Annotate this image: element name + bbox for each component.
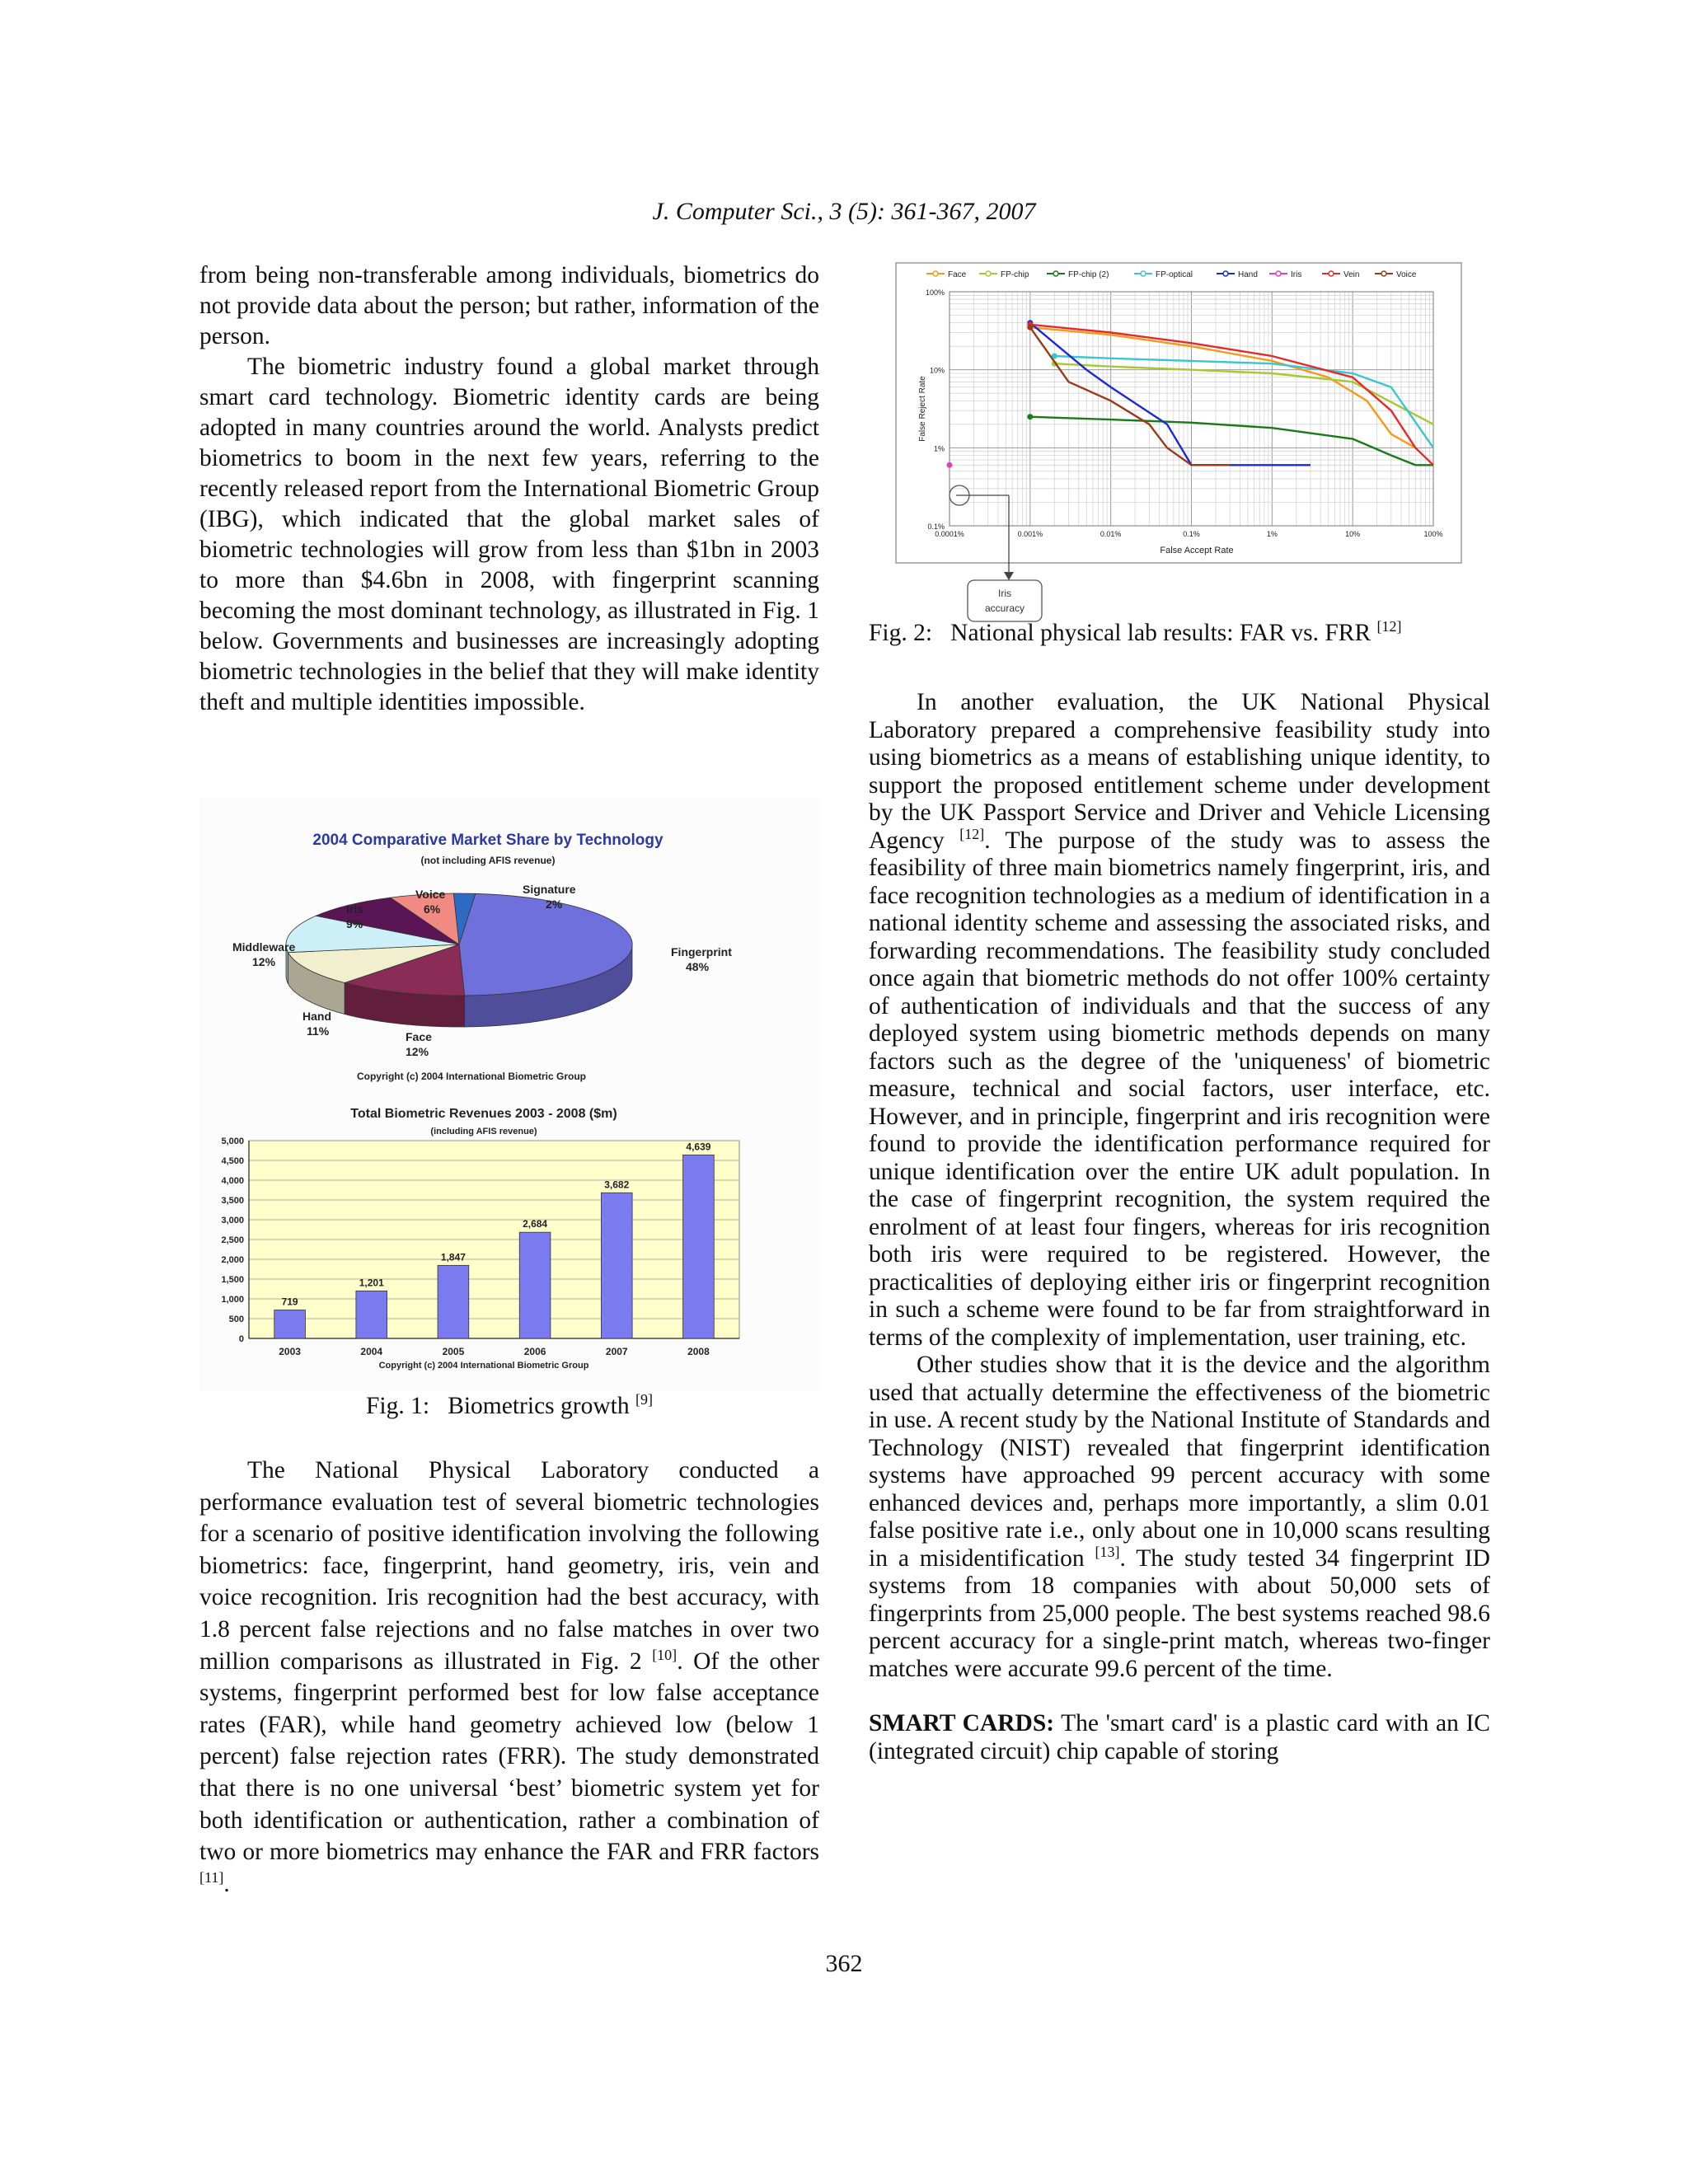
y-tick-label: 0 <box>238 1334 244 1344</box>
bar-subtitle: (including AFIS revenue) <box>430 1127 537 1137</box>
citation: [9] <box>635 1391 653 1408</box>
callout-box <box>968 580 1042 621</box>
paragraph <box>869 1710 1490 1765</box>
legend <box>926 270 1417 279</box>
label-face-pct: 12% <box>406 1045 429 1058</box>
bar-2003 <box>274 1310 306 1338</box>
legend-label: Voice <box>1396 270 1417 279</box>
bar-2006 <box>519 1232 551 1338</box>
x-tick-label: 1% <box>1266 530 1278 538</box>
bar-plot <box>221 1137 739 1357</box>
citation: [11] <box>199 1868 224 1886</box>
data-label: 3,682 <box>604 1179 630 1191</box>
text-run: The 'smart card' is a plastic card with an IC (integrated circuit) chip capable of storing <box>869 1710 1490 1765</box>
label-voice-pct: 6% <box>424 902 441 916</box>
bar-title: Total Biometric Revenues 2003 - 2008 ($m) <box>350 1107 617 1121</box>
x-tick-label: 0.01% <box>1100 530 1122 538</box>
x-tick-label: 2008 <box>687 1346 710 1357</box>
figure-1-caption <box>199 1393 819 1420</box>
y-tick-label: 4,500 <box>221 1156 244 1166</box>
label-fingerprint: Fingerprint <box>671 945 732 958</box>
label-voice: Voice <box>415 888 446 901</box>
text-run: . Of the other systems, fingerprint performed best for low false acceptance rates (FAR), while hand geometry achieved low (below 1 percent) false rejection rates (FRR). The study demonstrated that there is no one universal ‘best’ biometric system yet for both identification or authentication, rather a combination of two or more biometrics may enhance the FAR and FRR factors <box>199 1647 820 1866</box>
series-point <box>1027 414 1033 419</box>
label-hand: Hand <box>302 1010 331 1023</box>
text-run: . The study tested 34 fingerprint ID systems from 18 companies with about 50,000 sets of fingerprints from 25,000 people. The best systems reached 98.6 percent accuracy for a single-print match, whereas two-finger matches were accurate 99.6 percent of the time. <box>869 1544 1490 1682</box>
paragraph <box>869 1352 1490 1683</box>
bar-2008 <box>683 1155 715 1338</box>
x-tick-label: 2007 <box>605 1346 628 1357</box>
legend-label: FP-optical <box>1156 270 1193 279</box>
left-column-bottom <box>199 1455 819 1900</box>
x-tick-label: 10% <box>1345 530 1361 538</box>
label-middleware: Middleware <box>232 940 296 954</box>
y-tick-label: 3,000 <box>221 1216 244 1226</box>
paragraph: The biometric industry found a global market through smart card technology. Biometric identity cards are being adopted in many countries around the world. Analysts predict biometrics to boom in the next few years, referring to the recently released report from the International Biometric Group (IBG), which indicated that the global market sales of biometric technologies will grow from less than $1bn in 2003 to more than $4.6bn in 2008, with fingerprint scanning becoming the most dominant technology, as illustrated in Fig. 1 below. Governments and businesses are increasingly adopting biometric technologies in the belief that they will make identity theft and multiple identities impossible. <box>199 354 819 715</box>
citation: [13] <box>1095 1543 1120 1560</box>
legend-marker <box>1053 271 1058 276</box>
legend-marker <box>1381 271 1386 276</box>
left-column-top <box>199 260 819 718</box>
label-signature: Signature <box>523 883 576 896</box>
y-tick-label: 2,500 <box>221 1235 244 1245</box>
text-run: In another evaluation, the UK National Physical Laboratory prepared a comprehensive feasibility study into using biometrics as a means of establishing unique identity, to support the proposed entitlement scheme under development by the UK Passport Service and Driver and Vehicle Licensing Agency <box>869 689 1490 854</box>
y-tick-label: 3,500 <box>221 1196 244 1206</box>
section-heading: SMART CARDS: <box>869 1710 1055 1736</box>
data-label: 2,684 <box>523 1218 548 1230</box>
citation: [12] <box>1376 618 1402 635</box>
y-tick-label: 1% <box>933 444 945 453</box>
legend-marker <box>933 271 938 276</box>
legend-marker <box>1223 271 1228 276</box>
label-iris: Iris <box>346 902 364 916</box>
y-tick-label: 5,000 <box>221 1137 244 1146</box>
y-tick-label: 0.1% <box>927 523 945 531</box>
x-tick-label: 0.1% <box>1183 530 1200 538</box>
x-axis-label: False Accept Rate <box>1160 546 1234 555</box>
caption-text: Fig. 1: Biometrics growth <box>366 1393 635 1419</box>
data-label: 4,639 <box>686 1141 711 1153</box>
legend-label: FP-chip <box>1001 270 1029 279</box>
legend-marker <box>1276 271 1281 276</box>
bar-2007 <box>601 1193 632 1338</box>
x-tick-label: 0.001% <box>1017 530 1043 538</box>
series-point <box>1027 325 1033 330</box>
label-fingerprint-pct: 48% <box>686 960 710 973</box>
x-tick-label: 2006 <box>523 1346 546 1357</box>
callout-arrow <box>1004 572 1014 580</box>
running-header: J. Computer Sci., 3 (5): 361-367, 2007 <box>652 198 1036 225</box>
y-tick-label: 100% <box>925 288 945 297</box>
label-signature-pct: 2% <box>546 898 563 911</box>
text-run: The National Physical Laboratory conducted a performance evaluation test of several biometric technologies for a scenario of positive identification involving the following biometrics: face, fingerprint, hand geometry, iris, vein and voice recognition. Iris recognition had the best accuracy, with 1.8 percent false rejections and no false matches in over two million comparisons as illustrated in Fig. 2 <box>199 1457 819 1675</box>
citation: [12] <box>959 825 985 842</box>
legend-marker <box>1329 271 1334 276</box>
callout-text: Iris <box>998 588 1011 599</box>
text-run: . <box>223 1870 230 1897</box>
bar-2005 <box>438 1265 469 1338</box>
legend-label: Iris <box>1291 270 1302 279</box>
page-number: 362 <box>825 1950 863 1977</box>
text-run: Other studies show that it is the device and the algorithm used that actually determine the effectiveness of the biometric in use. A recent study by the National Institute of Standards and Technology (NIST) revealed that fingerprint identification systems have approached 99 percent accuracy with some enhanced devices and, perhaps more importantly, a slim 0.01 false positive rate i.e., only about one in 10,000 scans resulting in a misidentification <box>869 1352 1490 1572</box>
pie-subtitle: (not including AFIS revenue) <box>420 855 556 866</box>
y-tick-label: 4,000 <box>221 1176 244 1186</box>
data-label: 1,847 <box>440 1251 466 1263</box>
x-tick-label: 0.0001% <box>935 530 964 538</box>
legend-marker <box>1141 271 1146 276</box>
figure-2-caption <box>869 620 1495 647</box>
paragraph: from being non-transferable among individuals, biometrics do not provide data about the person; but rather, information of the person. <box>199 262 819 349</box>
far-frr-chart <box>893 260 1470 623</box>
bar-2004 <box>356 1291 387 1338</box>
y-tick-label: 1,500 <box>221 1275 244 1285</box>
x-tick-label: 2004 <box>360 1346 383 1357</box>
legend-label: FP-chip (2) <box>1068 270 1109 279</box>
label-hand-pct: 11% <box>307 1024 330 1038</box>
y-axis-label: False Reject Rate <box>918 376 927 442</box>
pie-title: 2004 Comparative Market Share by Technology <box>312 832 663 849</box>
legend-label: Vein <box>1343 270 1360 279</box>
label-iris-pct: 9% <box>346 917 363 930</box>
x-tick-label: 2005 <box>442 1346 465 1357</box>
paragraph <box>869 689 1490 1352</box>
pie-chart <box>199 814 819 1086</box>
paragraph <box>199 1455 819 1900</box>
x-tick-label: 2003 <box>279 1346 301 1357</box>
legend-marker <box>986 271 991 276</box>
legend-label: Face <box>948 270 967 279</box>
pie-copyright: Copyright (c) 2004 International Biometric Group <box>356 1071 587 1082</box>
data-label: 1,201 <box>359 1277 384 1289</box>
y-tick-label: 2,000 <box>221 1255 244 1265</box>
caption-text: Fig. 2: National physical lab results: FAR vs. FRR <box>869 620 1377 646</box>
citation: [10] <box>652 1646 678 1663</box>
data-label: 719 <box>281 1296 298 1308</box>
pie-slices <box>286 893 632 1027</box>
right-column <box>869 689 1490 1765</box>
y-tick-label: 500 <box>228 1315 244 1324</box>
label-middleware-pct: 12% <box>252 955 276 968</box>
bar-chart <box>199 1101 819 1373</box>
label-face: Face <box>406 1030 432 1043</box>
series-point <box>947 462 953 468</box>
figure-2 <box>893 260 1470 623</box>
y-tick-label: 10% <box>929 366 945 375</box>
y-tick-label: 1,000 <box>221 1295 244 1305</box>
legend-label: Hand <box>1238 270 1258 279</box>
bar-copyright: Copyright (c) 2004 International Biometric Group <box>378 1361 589 1371</box>
text-run: . The purpose of the study was to assess the feasibility of three main biometrics namely fingerprint, iris, and face recognition technologies as a medium of identification in a national identity scheme and assessing the associated risks, and forwarding recommendations. The feasibility study concluded once again that biometric methods do not offer 100% certainty of authentication of individuals and that the success of any deployed system using biometric methods depends on many factors such as the degree of the 'uniqueness' of biometric measure, technical and social factors, user interface, etc. However, and in principle, fingerprint and iris recognition were found to provide the identification performance required for unique identification over the entire UK adult population. In the case of fingerprint recognition, the system required the enrolment of at least four fingers, whereas for iris recognition both iris were required to be registered. However, the practicalities of deploying either iris or fingerprint recognition in such a scheme were found to be far from straightforward in terms of the complexity of implementation, user training, etc. <box>869 827 1490 1351</box>
callout-text: accuracy <box>984 602 1025 614</box>
x-tick-label: 100% <box>1423 530 1443 538</box>
figure-1 <box>199 798 819 1391</box>
